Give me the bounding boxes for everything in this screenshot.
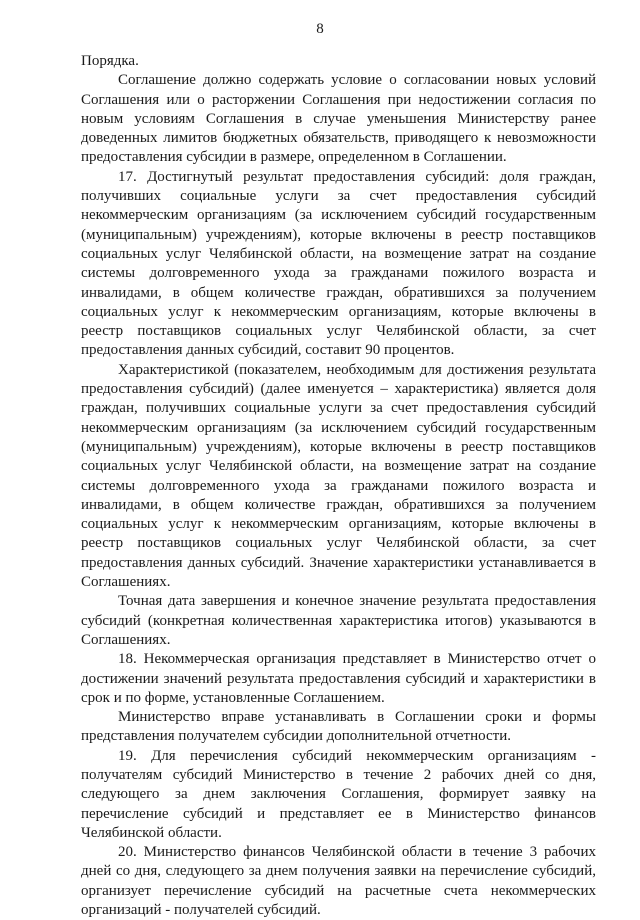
paragraph-item-19-transfer: 19. Для перечисления субсидий некоммерческим организациям - получателям субсидий Министерство в течение 2 рабочих дней со дня, следующего за днем заключения Соглашения, формирует заявку на перечисление субсидий и представляет ее в Министерство финансов Челябинской области.: [81, 747, 596, 841]
paragraph-item-18-report: 18. Некоммерческая организация представляет в Министерство отчет о достижении значений результата предоставления субсидий и характеристики в срок и по форме, установленные Соглашением.: [81, 651, 596, 706]
paragraph-characteristic: Характеристикой (показателем, необходимым для достижения результата предоставления субсидий) (далее именуется – характеристика) является доля граждан, получивших социальные услуги за счет предоставления субсидий некоммерческим организациям (за исключением субсидий государственным (муниципальным) учреждениям), которые включены в реестр поставщиков социальных услуг Челябинской области, на возмещение затрат на создание системы долговременного ухода за гражданами пожилого возраста и инвалидами, в общем количестве граждан, обратившихся за получением социальных услуг к некоммерческим организациям, которые включены в реестр поставщиков социальных услуг Челябинской области, за счет предоставления данных субсидий. Значение характеристики устанавливается в Соглашениях.: [81, 361, 596, 591]
paragraph-item-17-result: 17. Достигнутый результат предоставления субсидий: доля граждан, получивших социальные услуги за счет предоставления субсидий некоммерческим организациям (за исключением субсидий государственным (муниципальным) учреждениям), которые включены в реестр поставщиков социальных услуг Челябинской области, на возмещение затрат на создание системы долговременного ухода за гражданами пожилого возраста и инвалидами, в общем количестве граждан, обратившихся за получением социальных услуг к некоммерческим организациям, которые включены в реестр поставщиков социальных услуг Челябинской области, за счет предоставления данных субсидий, составит 90 процентов.: [81, 168, 596, 359]
paragraph-additional-reporting: Министерство вправе устанавливать в Соглашении сроки и формы представления получателем субсидии дополнительной отчетности.: [81, 709, 596, 745]
paragraph-agreement-conditions: Соглашение должно содержать условие о согласовании новых условий Соглашения или о расторжении Соглашения при недостижении согласия по новым условиям Соглашения в случае уменьшения Министерству ранее доведенных лимитов бюджетных обязательств, приводящего к невозможности предоставления субсидии в размере, определенном в Соглашении.: [81, 72, 596, 166]
paragraph-continuation: Порядка.: [81, 53, 139, 69]
document-body: [81, 52, 596, 920]
paragraph-completion-date: Точная дата завершения и конечное значение результата предоставления субсидий (конкретная количественная характеристика итогов) указываются в Соглашениях.: [81, 593, 596, 648]
paragraph-item-20-finance: 20. Министерство финансов Челябинской области в течение 3 рабочих дней со дня, следующего за днем получения заявки на перечисление субсидий, организует перечисление субсидий на расчетные счета некоммерческих организаций - получателей субсидий.: [81, 844, 596, 919]
page-number: 8: [316, 21, 324, 37]
